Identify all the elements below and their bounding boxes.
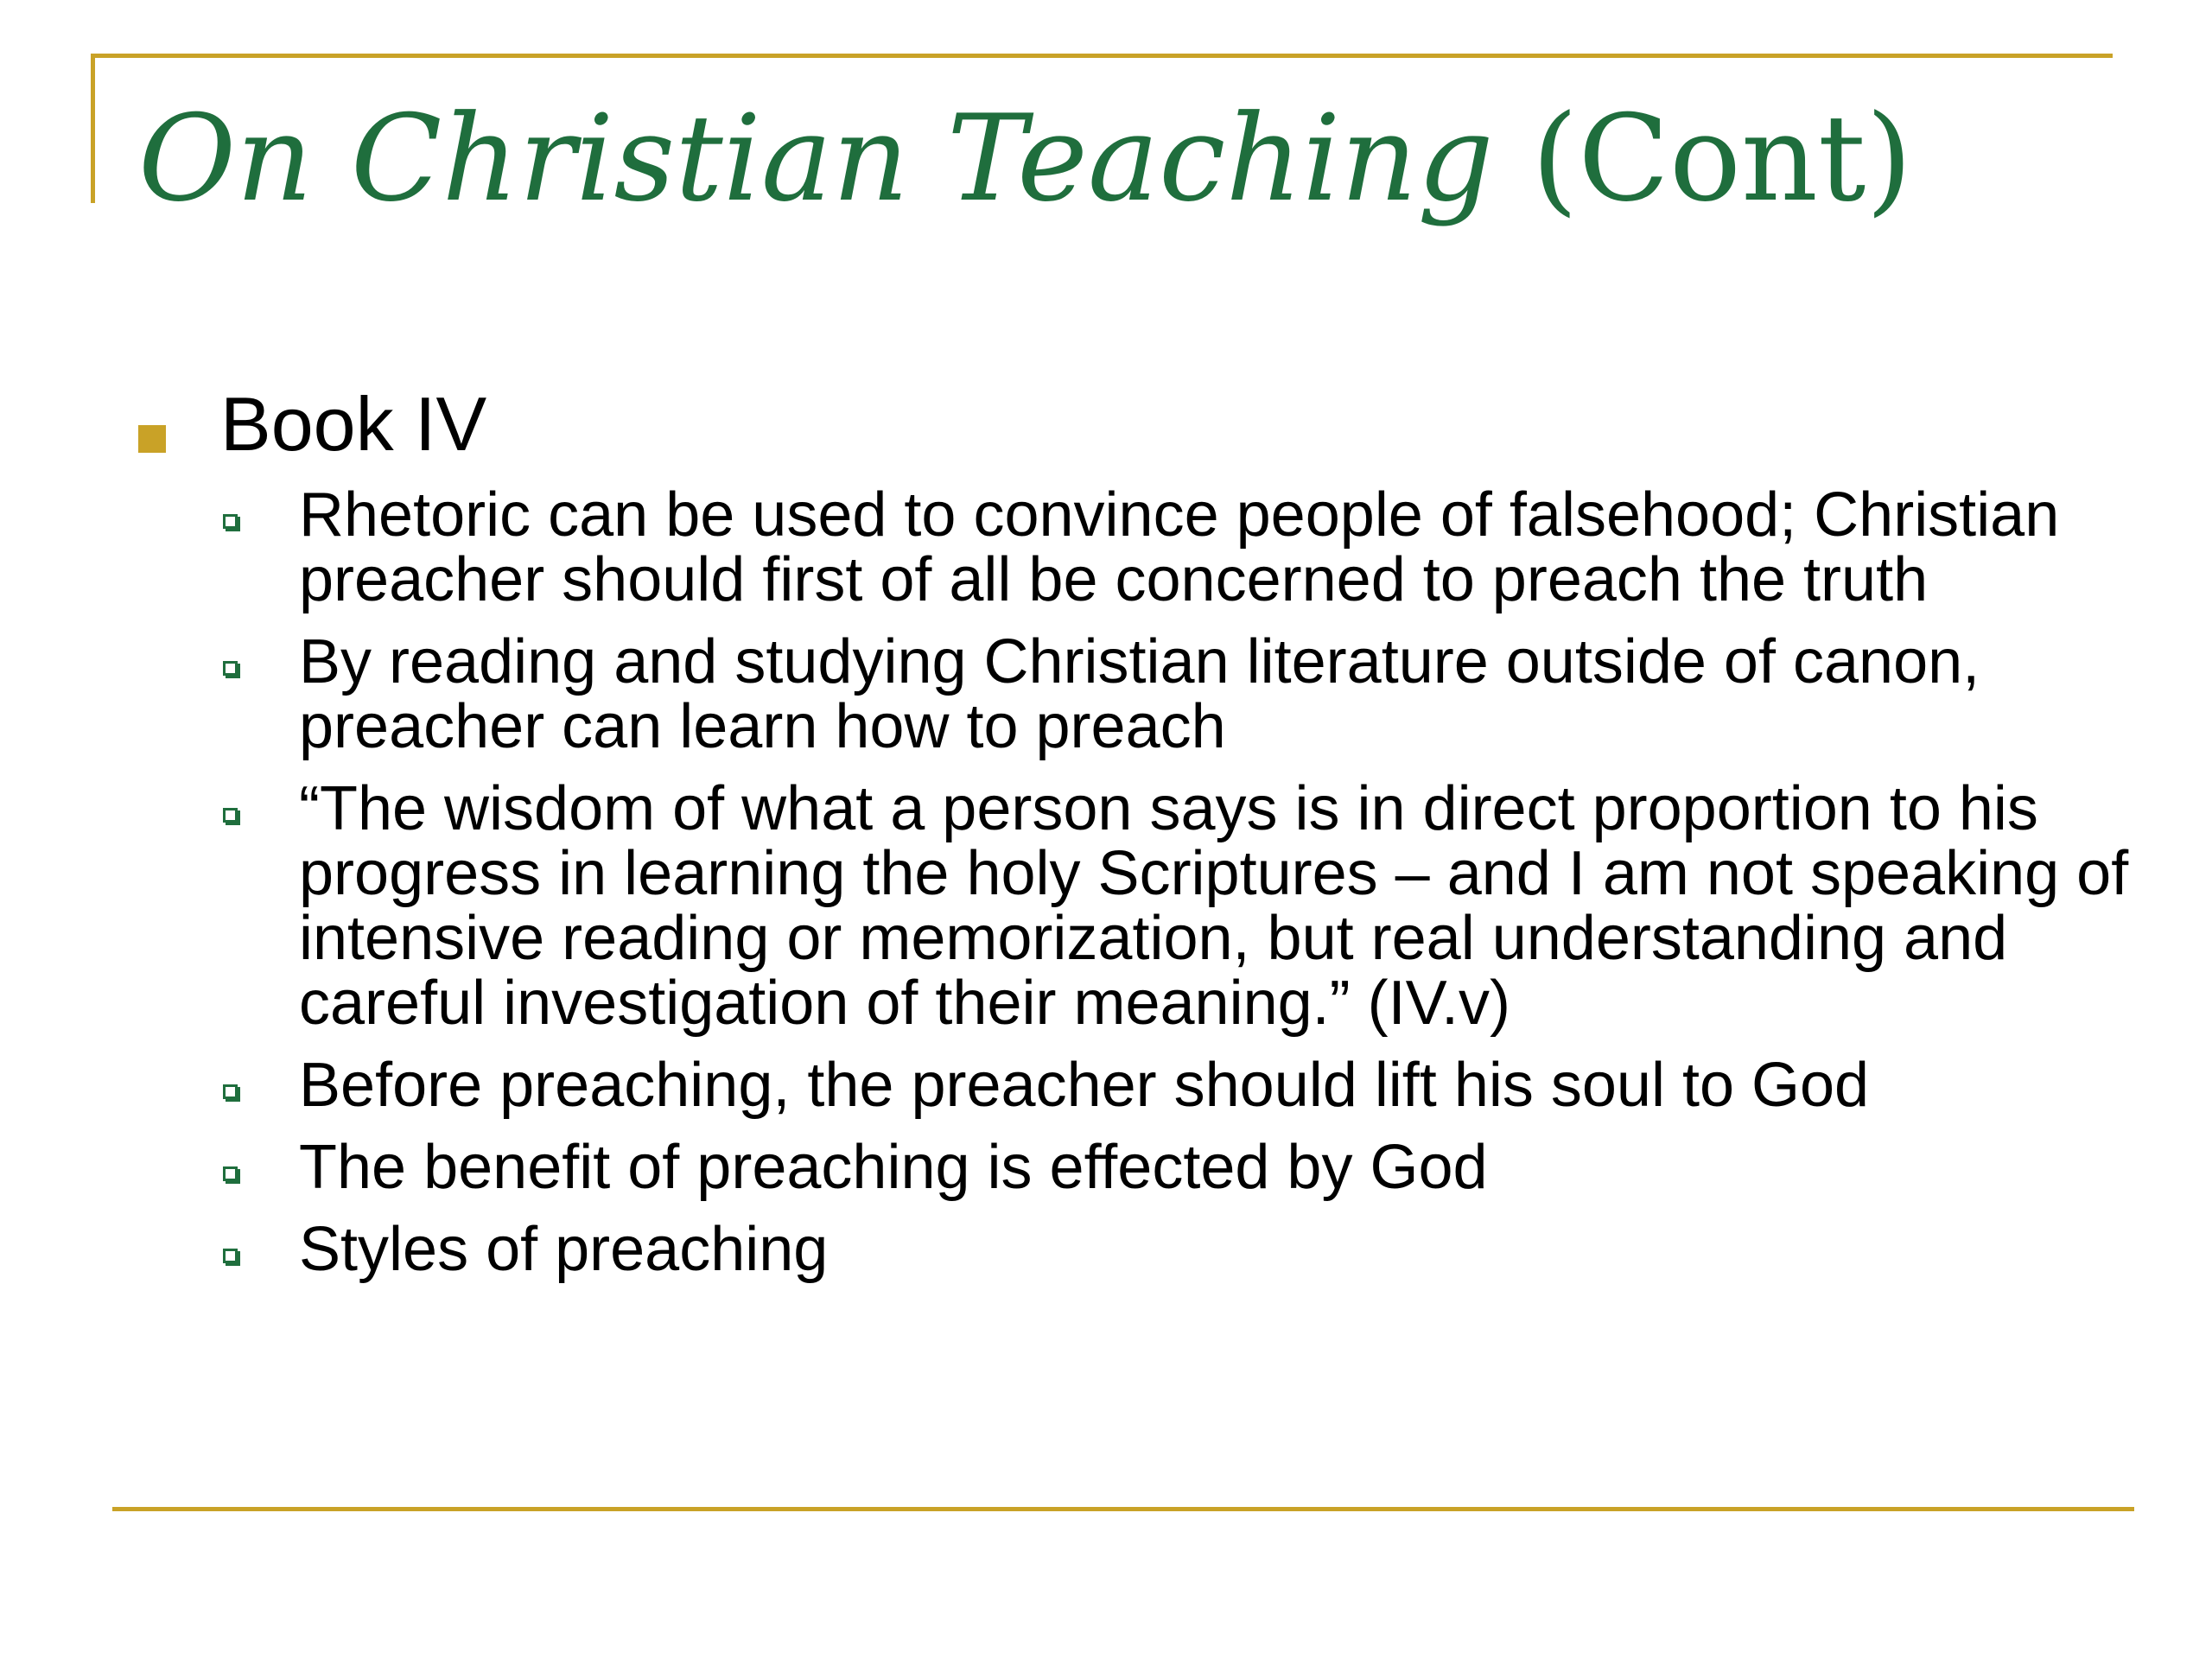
hollow-square-bullet-icon (223, 808, 238, 823)
sub-bullet-text: The benefit of preaching is effected by God (299, 1133, 1488, 1203)
bullet-book-iv (0, 380, 2212, 467)
bottom-frame-line (112, 1507, 2134, 1511)
hollow-square-bullet-icon (223, 661, 238, 676)
hollow-square-bullet-icon (223, 514, 238, 529)
sub-bullet-text: “The wisdom of what a person says is in direct proportion to his progress in learning the holy Scriptures – and I am not speaking of intensive reading or memorization, but real understanding and careful investigation of their meaning.” (IV.v) (299, 774, 2129, 1039)
slide-title (138, 91, 1912, 228)
sub-bullet-item (0, 1215, 2212, 1285)
sub-bullet-item (0, 627, 2212, 762)
sub-bullet-text: Before preaching, the preacher should lift his soul to God (299, 1051, 1870, 1121)
left-frame-line (91, 54, 95, 203)
sub-bullet-item (0, 480, 2212, 615)
sub-bullet-text: Styles of preaching (299, 1215, 829, 1285)
slide-title-italic: On Christian Teaching (138, 89, 1494, 228)
slide-title-suffix: (Cont) (1493, 89, 1913, 228)
bullet-label: Book IV (220, 381, 487, 467)
sub-bullet-text: Rhetoric can be used to convince people of falsehood; Christian preacher should first of all be concerned to preach the truth (299, 480, 2060, 615)
hollow-square-bullet-icon (223, 1166, 238, 1181)
hollow-square-bullet-icon (223, 1084, 238, 1099)
slide-content (0, 380, 2212, 1300)
sub-bullet-list (0, 480, 2212, 1285)
sub-bullet-item (0, 1051, 2212, 1121)
sub-bullet-item (0, 774, 2212, 1039)
square-bullet-icon (138, 425, 166, 453)
sub-bullet-item (0, 1133, 2212, 1203)
top-frame-line (91, 54, 2113, 58)
hollow-square-bullet-icon (223, 1249, 238, 1263)
sub-bullet-text: By reading and studying Christian literature outside of canon, preacher can learn how to preach (299, 627, 1980, 762)
